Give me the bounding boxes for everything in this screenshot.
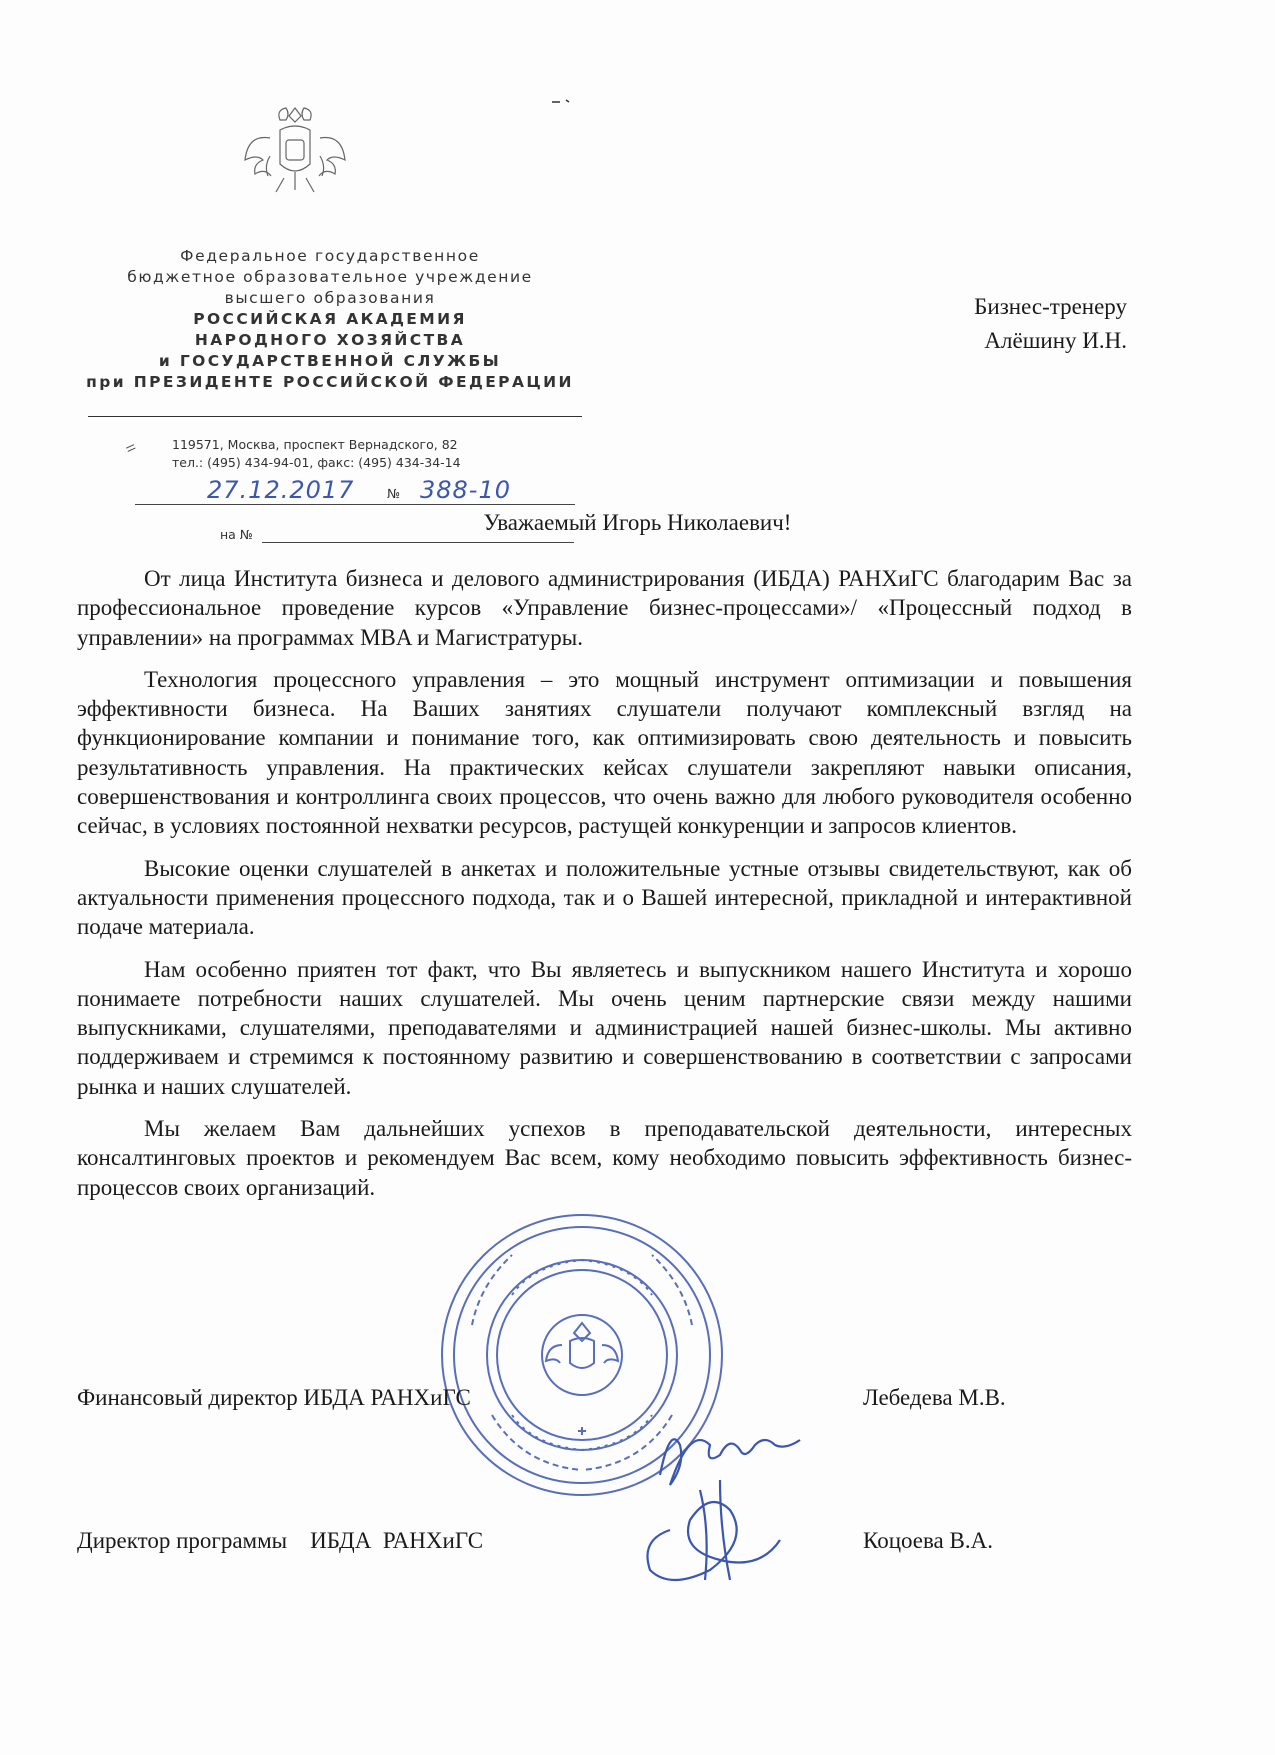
paragraph: Технология процессного управления – это мощный инструмент оптимизации и повышения эффективности бизнеса. На Ваших занятиях слушатели получают комплексный взгляд на функционирование компании и понимание того, как оптимизировать свою деятельность и повысить результативность управления. На практических кейсах слушатели закрепляют навыки описания, совершенствования и контроллинга своих процессов, что очень важно для любого руководителя особенно сейчас, в условиях постоянной нехватки ресурсов, растущей конкуренции и запросов клиентов. [77,666,1132,839]
registration-date: 27.12.2017 [207,476,355,504]
registration-line [135,476,575,506]
letterhead-address [172,436,461,472]
registration-number: 388-10 [420,476,512,504]
address-line: 119571, Москва, проспект Вернадского, 82 [172,437,458,452]
reply-to-underline [262,542,574,543]
signer-name: Лебедева М.В. [863,1385,1006,1410]
registration-underline [135,504,575,505]
phones-line: тел.: (495) 434-94-01, факс: (495) 434-34-14 [172,455,461,470]
signer-name: Коцоева В.А. [863,1528,993,1553]
addressee-title: Бизнес-тренеру [974,294,1127,319]
pen-mark: = [122,436,140,460]
org-line: бюджетное образовательное учреждение [127,268,533,286]
org-name-line: РОССИЙСКАЯ АКАДЕМИЯ [193,310,467,328]
reply-to-label: на № [220,527,253,542]
registration-number-label: № [387,486,401,501]
scan-mark-icon [552,99,572,105]
paragraph: Нам особенно приятен тот факт, что Вы являетесь и выпускником нашего Института и хорошо понимаете потребности наших слушателей. Мы очень ценим партнерские связи между нашими выпускниками, слушателями, преподавателями и администрацией нашей бизнес-школы. Мы активно поддерживаем и стремимся к постоянному развитию и совершенствованию в соответствии с запросами рынка и наших слушателей. [77,956,1132,1099]
organization-name [70,246,590,393]
org-line: Федеральное государственное [180,247,480,265]
salutation: Уважаемый Игорь Николаевич! [483,510,792,535]
paragraph: Мы желаем Вам дальнейших успехов в преподавательской деятельности, интересных консалтинговых проектов и рекомендуем Вас всем, кому необходимо повысить эффективность бизнес-процессов своих организаций. [77,1116,1132,1200]
letterhead-divider [88,416,582,417]
org-name-line: при ПРЕЗИДЕНТЕ РОССИЙСКОЙ ФЕДЕРАЦИИ [86,373,574,391]
signature-2-icon [630,1470,820,1590]
signer-position: Директор программы ИБДА РАНХиГС [77,1528,484,1553]
org-name-line: НАРОДНОГО ХОЗЯЙСТВА [194,331,466,349]
paragraph: Высокие оценки слушателей в анкетах и положительные устные отзывы свидетельствуют, как об актуальности применения процессного подхода, так и о Вашей интересной, прикладной и интерактивной подаче материала. [77,855,1132,940]
addressee-name: Алёшину И.Н. [984,328,1127,353]
signer-position: Финансовый директор ИБДА РАНХиГС [77,1385,471,1410]
letter-body [77,564,1132,1215]
org-line: высшего образования [224,289,436,307]
addressee [974,290,1127,358]
org-name-line: и ГОСУДАРСТВЕННОЙ СЛУЖБЫ [158,352,502,370]
paragraph: От лица Института бизнеса и делового администрирования (ИБДА) РАНХиГС благодарим Вас за профессиональное проведение курсов «Управление бизнес-процессами»/ «Процессный подход в управлении» на программах MBA и Магистратуры. [77,566,1132,650]
coat-of-arms-icon [240,98,350,208]
